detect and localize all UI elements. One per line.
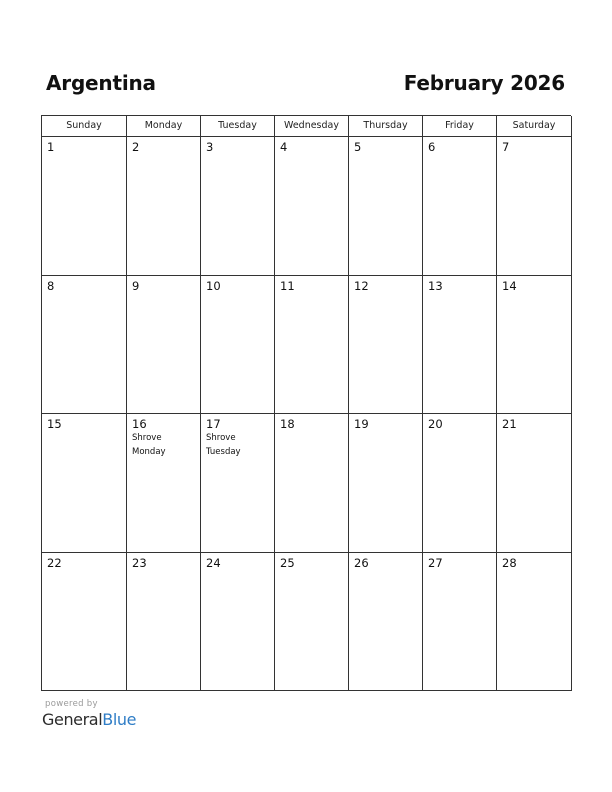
day-number: 3 (206, 140, 214, 154)
day-number: 18 (280, 417, 295, 431)
day-cell (42, 414, 127, 553)
day-number: 23 (132, 556, 147, 570)
day-number: 14 (502, 279, 517, 293)
day-cell (127, 137, 201, 276)
day-number: 12 (354, 279, 369, 293)
day-number: 28 (502, 556, 517, 570)
brand-blue: Blue (102, 710, 137, 729)
day-number: 16 (132, 417, 147, 431)
day-cell (275, 553, 349, 691)
day-number: 5 (354, 140, 362, 154)
day-number: 4 (280, 140, 288, 154)
day-number: 6 (428, 140, 436, 154)
day-cell (497, 414, 572, 553)
weekday-header-friday: Friday (423, 116, 497, 137)
day-cell (497, 276, 572, 414)
day-cell (42, 276, 127, 414)
day-cell (497, 137, 572, 276)
day-cell (275, 137, 349, 276)
day-number: 13 (428, 279, 443, 293)
weekday-header-wednesday: Wednesday (275, 116, 349, 137)
day-cell (127, 276, 201, 414)
day-cell (201, 137, 275, 276)
day-cell (349, 137, 423, 276)
month-year-title: February 2026 (403, 71, 565, 95)
day-cell (42, 137, 127, 276)
day-number: 21 (502, 417, 517, 431)
day-number: 2 (132, 140, 140, 154)
weekday-header-thursday: Thursday (349, 116, 423, 137)
day-number: 15 (47, 417, 62, 431)
day-cell (127, 414, 201, 553)
day-number: 11 (280, 279, 295, 293)
weekday-header-monday: Monday (127, 116, 201, 137)
day-number: 25 (280, 556, 295, 570)
day-number: 20 (428, 417, 443, 431)
day-cell (201, 414, 275, 553)
day-cell (497, 553, 572, 691)
day-cell (275, 414, 349, 553)
day-cell (349, 414, 423, 553)
holiday-label: Shrove Tuesday (206, 433, 241, 457)
day-cell (275, 276, 349, 414)
day-cell (201, 553, 275, 691)
day-cell (349, 553, 423, 691)
weekday-header-sunday: Sunday (42, 116, 127, 137)
day-number: 8 (47, 279, 55, 293)
day-number: 24 (206, 556, 221, 570)
day-number: 9 (132, 279, 140, 293)
day-number: 22 (47, 556, 62, 570)
day-cell (423, 414, 497, 553)
calendar-grid (41, 115, 571, 691)
day-cell (423, 276, 497, 414)
day-number: 27 (428, 556, 443, 570)
day-number: 10 (206, 279, 221, 293)
day-number: 17 (206, 417, 221, 431)
generalblue-logo (42, 710, 136, 729)
powered-by-label: powered by (45, 699, 98, 709)
day-number: 19 (354, 417, 369, 431)
country-title: Argentina (46, 71, 156, 95)
day-cell (127, 553, 201, 691)
weekday-header-tuesday: Tuesday (201, 116, 275, 137)
brand-general: General (42, 710, 103, 729)
holiday-label: Shrove Monday (132, 433, 166, 457)
day-cell (349, 276, 423, 414)
day-cell (201, 276, 275, 414)
day-cell (423, 137, 497, 276)
day-number: 26 (354, 556, 369, 570)
weekday-header-saturday: Saturday (497, 116, 572, 137)
day-cell (423, 553, 497, 691)
day-number: 1 (47, 140, 55, 154)
day-number: 7 (502, 140, 510, 154)
day-cell (42, 553, 127, 691)
